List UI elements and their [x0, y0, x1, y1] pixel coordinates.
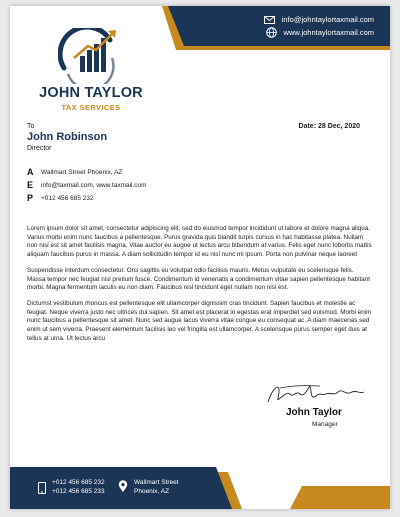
- letter-date: Date: 28 Dec, 2020: [298, 123, 360, 130]
- logo-mark-icon: [58, 28, 124, 84]
- footer-phone-2: +012 456 685 233: [52, 487, 105, 495]
- footer-address-line-2: Phoenix, AZ: [134, 487, 170, 495]
- email-letter: E: [27, 180, 34, 190]
- phone-letter: P: [27, 193, 34, 203]
- recipient-name: John Robinson: [27, 131, 108, 143]
- footer-address-line-1: Wallmart Street: [134, 479, 179, 486]
- contact-phone: [27, 193, 94, 203]
- logo-company-name: JOHN TAYLOR: [39, 85, 143, 101]
- footer-phones: [52, 479, 105, 496]
- location-pin-icon: [118, 480, 128, 498]
- company-logo: [36, 28, 146, 120]
- to-label: To: [27, 123, 35, 130]
- address-letter: A: [27, 167, 34, 177]
- footer-phone-1: +012 456 685 232: [52, 479, 105, 486]
- envelope-icon: [263, 13, 276, 26]
- logo-company-subtitle: TAX SERVICES: [61, 103, 121, 112]
- letterhead-page: [10, 6, 390, 509]
- footer-right-gold-band: [290, 486, 390, 509]
- globe-icon: [265, 26, 278, 39]
- header-email[interactable]: info@johntaylortaxmail.com: [281, 15, 374, 24]
- phone-text: +012 456 685 232: [41, 194, 94, 202]
- header-email-row: [263, 13, 374, 26]
- recipient-title: Director: [27, 145, 52, 152]
- email-text[interactable]: info@taxmail.com, www.taxmail.com: [41, 181, 147, 189]
- footer-address: [134, 479, 179, 496]
- body-paragraph-3: Dictumst vestibulum rhoncus est pellentesque elit ullamcorper dignissim cras tincidunt. Sapien faucibus et molestie ac feugiat. Neque viverra justo nec ultrices dui sapien. Sit amet est placerat in egestas erat imperdiet sed euismod. Morbi enim nunc faucibus a pellentesque sit amet. Nunc sed augue lacus viverra vitae congue eu consequat ac. A diam maecenas sed enim ut sem viverra. Praesent elementum facilisis leo vel fringilla est ullamcorper. A scelerisque purus semper eget duis at tellus at urna. Ut lectus arcu: [27, 299, 372, 342]
- phone-icon: [38, 481, 46, 499]
- body-paragraph-2: Suspendisse interdum consectetur. Orci sagittis eu volutpat odio facilisis mauris. Metus vulputate eu scelerisque felis. Massa tempor nec feugiat nisl pretium fusce. Condimentum id venenatis a condimentum vitae sapien pellentesque habitant morbi. Magna fermentum iaculis eu non diam. Faucibus nisl tincidunt eget nullam non nisi est.: [27, 266, 371, 292]
- header-website-row: [265, 26, 374, 39]
- header-website[interactable]: www.johntaylortaxmail.com: [283, 28, 374, 37]
- signatory-title: Manager: [312, 421, 338, 428]
- signatory-name: John Taylor: [286, 407, 342, 418]
- letter-body: [27, 225, 373, 350]
- contact-address: [27, 167, 122, 177]
- body-paragraph-1: Lorem ipsum dolor sit amet, consectetur adipiscing elit, sed do eiusmod tempor incididunt ut labore et dolore magna aliqua. Varius morbi enim nunc faucibus a pellentesque. Purus gravida quis blandit turpis cursus in hac habitasse platea. Nullam non nisi est sit amet facilisis magna. Vitae auctor eu augue ut lectus arcu bibendum at varius. Felis eget nunc lobortis mattis aliquam faucibus purus in massa. A diam sollicitudin tempor id eu nisl nunc mi ipsum. Porta non pulvinar neque laoreet: [27, 225, 372, 259]
- address-text: Wallmart Street Phoenix, AZ: [41, 168, 123, 176]
- contact-email: [27, 180, 147, 190]
